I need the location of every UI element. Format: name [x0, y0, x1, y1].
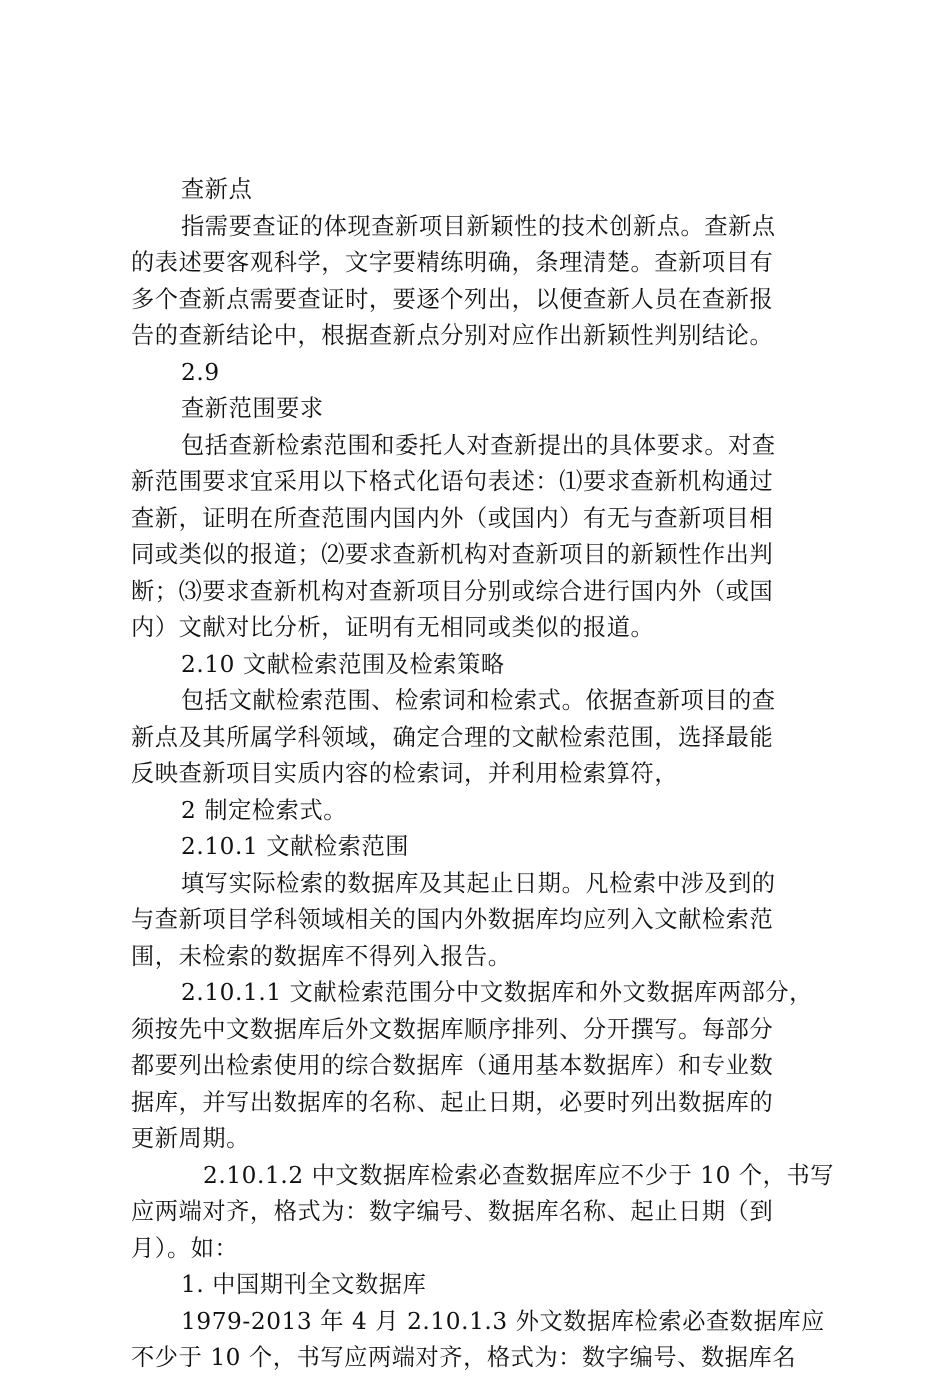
paragraph-line: 新范围要求宜采用以下格式化语句表述：⑴要求查新机构通过: [131, 468, 774, 495]
heading-novelty-points: 查新点: [181, 176, 253, 203]
paragraph-line: 2.10.1.1 文献检索范围分中文数据库和外文数据库两部分，: [181, 979, 813, 1006]
paragraph-line: 都要列出检索使用的综合数据库（通用基本数据库）和专业数: [131, 1052, 774, 1079]
paragraph-line: 指需要查证的体现查新项目新颖性的技术创新点。查新点: [181, 212, 776, 240]
paragraph-line: 反映查新项目实质内容的检索词，并利用检索算符，: [131, 760, 679, 787]
paragraph-line: 不少于 10 个，书写应两端对齐，格式为：数字编号、数据库名: [131, 1344, 797, 1371]
paragraph-line: 应两端对齐，格式为：数字编号、数据库名称、起止日期（到: [131, 1198, 774, 1225]
heading-section-2-10: 2.10 文献检索范围及检索策略: [181, 650, 505, 678]
paragraph-line: 围，未检索的数据库不得列入报告。: [131, 942, 512, 970]
paragraph-line: 更新周期。: [131, 1125, 250, 1152]
paragraph-line: 据库，并写出数据库的名称、起止日期，必要时列出数据库的: [131, 1088, 774, 1116]
paragraph-line: 内）文献对比分析，证明有无相同或类似的报道。: [131, 614, 655, 641]
paragraph-line: 与查新项目学科领域相关的国内外数据库均应列入文献检索范: [131, 906, 774, 933]
paragraph-line: 1979-2013 年 4 月 2.10.1.3 外文数据库检索必查数据库应: [181, 1307, 825, 1335]
section-number: 2.9: [181, 358, 220, 386]
paragraph-line: 查新，证明在所查范围内国内外（或国内）有无与查新项目相: [131, 504, 774, 532]
paragraph-line: 2.10.1.2 中文数据库检索必查数据库应不少于 10 个，书写: [203, 1161, 835, 1189]
document-page: [131, 172, 835, 1377]
paragraph-line: 断；⑶要求查新机构对查新项目分别或综合进行国内外（或国: [131, 577, 774, 605]
paragraph-line: 的表述要客观科学，文字要精练明确，条理清楚。查新项目有: [131, 249, 774, 276]
paragraph-line: 多个查新点需要查证时，要逐个列出，以便查新人员在查新报: [131, 285, 774, 313]
paragraph-line: 告的查新结论中，根据查新点分别对应作出新颖性判别结论。: [131, 322, 774, 349]
paragraph-line: 包括查新检索范围和委托人对查新提出的具体要求。对查: [181, 431, 776, 459]
paragraph-line: 包括文献检索范围、检索词和检索式。依据查新项目的查: [181, 687, 776, 714]
paragraph-line: 同或类似的报道；⑵要求查新机构对查新项目的新颖性作出判: [131, 541, 774, 568]
heading-section-2-10-1: 2.10.1 文献检索范围: [181, 833, 410, 860]
heading-scope-requirements: 查新范围要求: [181, 395, 324, 422]
paragraph-line: 2 制定检索式。: [181, 796, 348, 824]
list-item: 1. 中国期刊全文数据库: [181, 1271, 427, 1298]
paragraph-line: 新点及其所属学科领域，确定合理的文献检索范围，选择最能: [131, 723, 774, 751]
paragraph-line: 须按先中文数据库后外文数据库顺序排列、分开撰写。每部分: [131, 1015, 774, 1043]
paragraph-line: 填写实际检索的数据库及其起止日期。凡检索中涉及到的: [181, 869, 776, 897]
paragraph-line: 月）。如：: [131, 1234, 239, 1262]
